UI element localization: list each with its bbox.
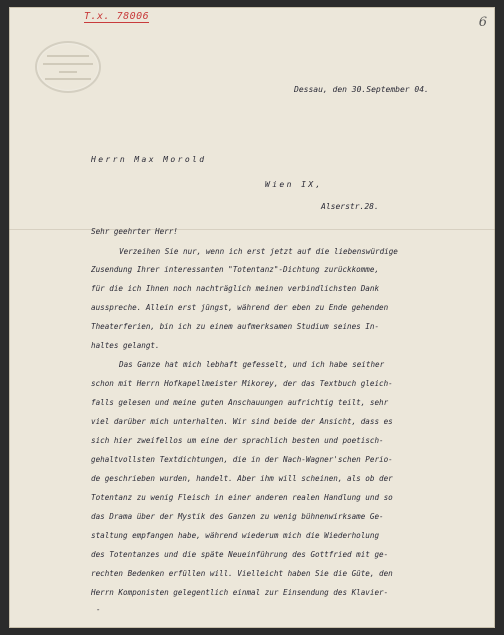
body-line: staltung empfangen habe, während wiederum mich die Wiederholung	[91, 531, 380, 540]
body-line: Theaterferien, bin ich zu einem aufmerksamen Studium seines In-	[91, 322, 380, 331]
page-number: 6	[478, 15, 487, 30]
body-line: haltes gelangt.	[91, 341, 160, 350]
body-line: de geschrieben wurden, handelt. Aber ihm will scheinen, als ob der	[91, 474, 393, 483]
recipient-city: Wien IX,	[265, 180, 323, 189]
body-line: rechten Bedenken erfüllen will. Vielleicht haben Sie die Güte, den	[91, 569, 393, 578]
body-line: für die ich Ihnen noch nachträglich meinen verbindlichsten Dank	[91, 284, 380, 293]
body-line: ausspreche. Allein erst jüngst, während der eben zu Ende gehenden	[91, 303, 389, 312]
continuation-mark: -	[96, 605, 101, 614]
seal-line	[43, 63, 93, 65]
archive-reference-stamp: T.x. 78006	[84, 11, 150, 22]
body-line: viel darüber mich unterhalten. Wir sind beide der Ansicht, dass es	[91, 417, 393, 426]
body-line: schon mit Herrn Hofkapellmeister Mikorey, der das Textbuch gleich-	[91, 379, 393, 388]
body-line: des Totentanzes und die späte Neueinführung des Gottfried mit ge-	[91, 550, 389, 559]
body-line: Herrn Komponisten gelegentlich einmal zur Einsendung des Klavier-	[91, 588, 389, 597]
body-line: gehaltvollsten Textdichtungen, die in der Nach-Wagner'schen Perio-	[91, 455, 393, 464]
date-line: Dessau, den 30.September 04.	[294, 85, 429, 94]
recipient-name: Herrn Max Morold	[91, 155, 207, 164]
seal-line	[45, 78, 91, 80]
recipient-street: Alserstr.28.	[321, 202, 379, 211]
body-line: das Drama über der Mystik des Ganzen zu wenig bühnenwirksame Ge-	[91, 512, 384, 521]
seal-line	[59, 71, 77, 73]
embossed-seal	[35, 41, 101, 93]
seal-line	[47, 55, 89, 57]
body-line: Das Ganze hat mich lebhaft gefesselt, und ich habe seither	[119, 360, 385, 369]
paper-fold-line	[9, 229, 495, 230]
salutation: Sehr geehrter Herr!	[91, 227, 178, 236]
body-line: Verzeihen Sie nur, wenn ich erst jetzt auf die liebenswürdige	[119, 247, 398, 256]
body-line: Totentanz zu wenig Fleisch in einer anderen realen Handlung und so	[91, 493, 393, 502]
letter-page	[9, 7, 495, 628]
body-line: Zusendung Ihrer interessanten "Totentanz"-Dichtung zurückkomme,	[91, 265, 380, 274]
body-line: sich hier zweifellos um eine der sprachlich besten und poetisch-	[91, 436, 384, 445]
body-line: falls gelesen und meine guten Anschauungen aufrichtig teilt, sehr	[91, 398, 389, 407]
